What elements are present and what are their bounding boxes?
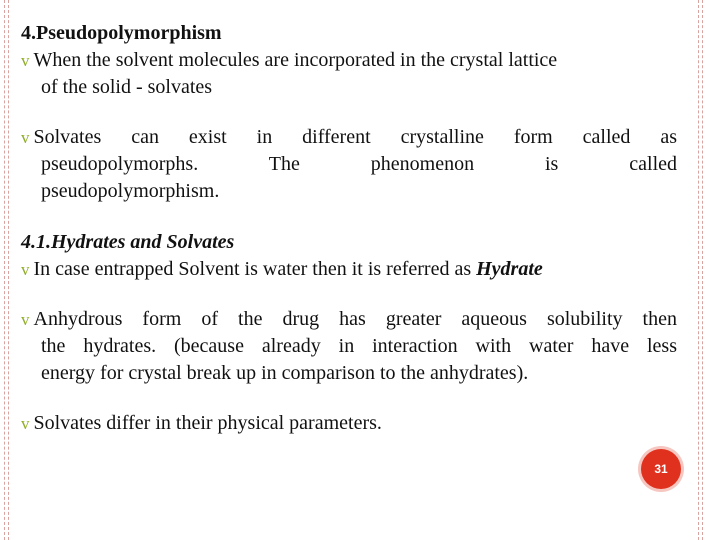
bullet-solvates-forms: [21, 124, 677, 205]
left-border-line-inner: [8, 0, 9, 540]
page-number-badge: 31: [641, 449, 681, 489]
bullet-text-line-3: pseudopolymorphism.: [41, 180, 220, 202]
right-border-line: [698, 0, 699, 540]
bullet-text-line-1: Solvates can exist in different crystalline form called as: [33, 126, 677, 148]
checkmark-bullet-icon: v: [21, 414, 30, 433]
bullet-text-line-1: Anhydrous form of the drug has greater aqueous solubility then: [33, 308, 677, 330]
right-border-line-outer: [702, 0, 703, 540]
checkmark-bullet-icon: v: [21, 310, 30, 329]
bullet-text-line-3: energy for crystal break up in comparison to the anhydrates).: [41, 362, 529, 384]
bullet-hydrate-definition: [21, 256, 677, 283]
bullet-anhydrous-solubility: [21, 306, 677, 387]
bullet-text-line-2: the hydrates. (because already in interaction with water have less: [41, 335, 677, 357]
checkmark-bullet-icon: v: [21, 51, 30, 70]
bullet-text: In case entrapped Solvent is water then it is referred as: [33, 258, 477, 280]
bullet-text-line-1: When the solvent molecules are incorporated in the crystal lattice: [33, 49, 558, 71]
bullet-text: Solvates differ in their physical parameters.: [33, 412, 382, 434]
slide-content: [21, 20, 677, 437]
checkmark-bullet-icon: v: [21, 260, 30, 279]
bullet-solvent-incorporation: [21, 47, 677, 101]
section-heading: 4.Pseudopolymorphism: [21, 22, 222, 44]
bullet-physical-parameters: [21, 410, 677, 437]
checkmark-bullet-icon: v: [21, 128, 30, 147]
subsection-heading: 4.1.Hydrates and Solvates: [21, 231, 235, 253]
bullet-text-line-2: pseudopolymorphs. The phenomenon is called: [41, 153, 677, 175]
left-border-line: [4, 0, 5, 540]
hydrate-emphasis: Hydrate: [476, 258, 543, 280]
bullet-text-line-2: of the solid - solvates: [41, 76, 213, 98]
